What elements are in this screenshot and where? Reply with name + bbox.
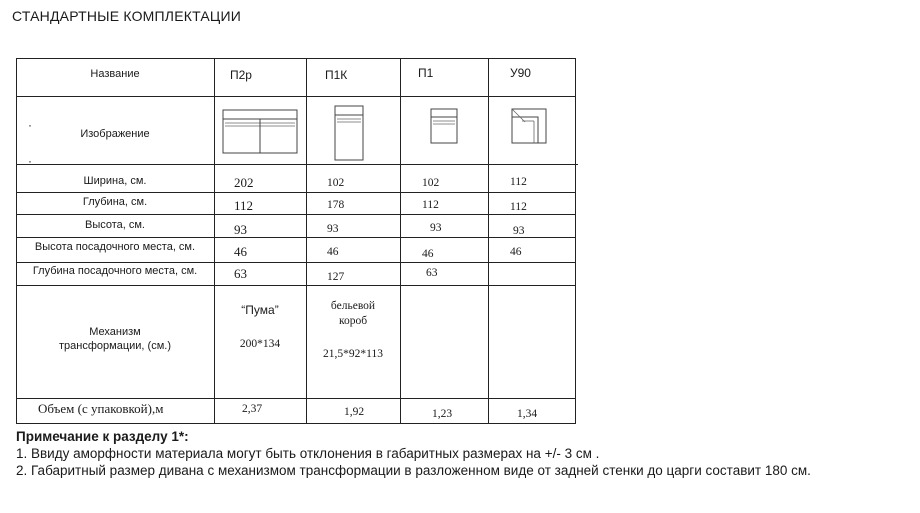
cell-value: 127 xyxy=(327,271,345,283)
specs-table xyxy=(16,58,578,425)
cell-value: 46 xyxy=(422,248,434,260)
header-col-p2r: П2р xyxy=(230,68,252,82)
cell-value: 63 xyxy=(426,267,438,279)
mechanism-p1k-line1: бельевой xyxy=(330,300,376,312)
cell-value: 93 xyxy=(513,225,525,237)
notes-heading: Примечание к разделу 1*: xyxy=(16,429,189,444)
row-label-seat-height: Высота посадочного места, см. xyxy=(34,241,196,253)
mechanism-p1k-line2: короб xyxy=(338,315,368,327)
header-col-u90: У90 xyxy=(510,66,531,80)
row-label-mechanism: Механизм xyxy=(89,326,141,338)
sofa-p1-icon xyxy=(430,108,458,144)
cell-value: 112 xyxy=(422,199,439,211)
bullet-dot: · xyxy=(28,154,32,168)
sofa-p1k-icon xyxy=(334,105,364,161)
row-label-seat-depth: Глубина посадочного места, см. xyxy=(32,265,198,277)
table-border-top xyxy=(16,58,576,59)
notes-section xyxy=(16,428,811,479)
row-divider xyxy=(16,164,578,165)
row-divider xyxy=(16,262,576,263)
cell-value: 1,34 xyxy=(517,408,538,420)
row-label-volume: Объем (с упаковкой),м xyxy=(38,401,164,416)
cell-value: 102 xyxy=(422,177,440,189)
row-divider xyxy=(16,398,576,399)
row-divider xyxy=(16,214,576,215)
cell-value: 178 xyxy=(327,199,345,211)
col-divider xyxy=(214,58,215,424)
row-divider xyxy=(16,285,576,286)
mechanism-p2r-name: “Пума” xyxy=(241,303,279,317)
cell-value: 102 xyxy=(327,177,345,189)
row-divider xyxy=(16,192,576,193)
bullet-dot: · xyxy=(28,118,32,132)
cell-value: 112 xyxy=(510,176,527,188)
col-divider xyxy=(400,58,401,424)
cell-value: 1,92 xyxy=(344,406,365,418)
cell-value: 46 xyxy=(510,246,522,258)
cell-value: 46 xyxy=(234,244,247,259)
sofa-p2r-icon xyxy=(222,109,298,154)
cell-value: 112 xyxy=(510,201,527,213)
sofa-u90-icon xyxy=(511,108,547,144)
row-divider xyxy=(16,237,576,238)
table-border-right xyxy=(575,58,576,424)
page-title: СТАНДАРТНЫЕ КОМПЛЕКТАЦИИ xyxy=(12,8,241,24)
cell-value: 2,37 xyxy=(242,403,263,415)
row-label-width: Ширина, см. xyxy=(83,175,147,187)
cell-value: 63 xyxy=(234,266,247,281)
row-label-height: Высота, см. xyxy=(84,219,145,231)
cell-value: 1,23 xyxy=(432,408,453,420)
note-item-2: 2. Габаритный размер дивана с механизмом трансформации в разложенном виде от задней стенки до царги составит 180 см. xyxy=(16,463,811,478)
note-item-1: 1. Ввиду аморфности материала могут быть отклонения в габаритных размерах на +/- 3 см . xyxy=(16,446,600,461)
header-name: Название xyxy=(90,68,140,80)
mechanism-p1k-size: 21,5*92*113 xyxy=(323,348,383,360)
row-label-depth: Глубина, см. xyxy=(82,196,148,208)
cell-value: 93 xyxy=(327,223,339,235)
row-divider xyxy=(16,96,576,97)
cell-value: 93 xyxy=(234,222,247,237)
cell-value: 93 xyxy=(430,222,442,234)
table-border-bottom xyxy=(16,423,576,424)
header-col-p1: П1 xyxy=(418,66,434,80)
header-col-p1k: П1К xyxy=(325,68,348,82)
row-label-mechanism-2: трансформации, (см.) xyxy=(59,340,171,352)
cell-value: 46 xyxy=(327,246,339,258)
image-row-label: Изображение xyxy=(80,128,150,140)
cell-value: 202 xyxy=(234,175,254,190)
col-divider xyxy=(488,58,489,424)
mechanism-p2r-size: 200*134 xyxy=(239,338,281,350)
col-divider xyxy=(306,58,307,424)
cell-value: 112 xyxy=(234,198,254,213)
